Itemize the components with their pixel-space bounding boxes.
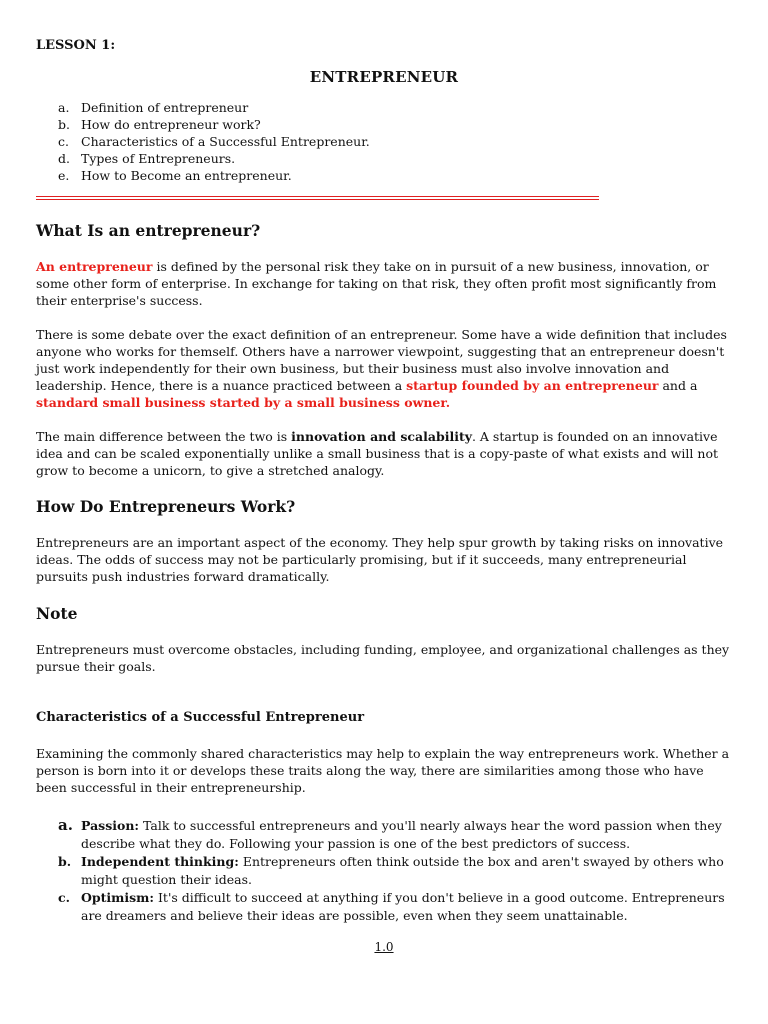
trait-text: Talk to successful entrepreneurs and you'll nearly always hear the word passion when they describe what they do. Following your passion is one of the best predictors of success. (81, 818, 722, 851)
section-heading-note: Note (36, 604, 78, 623)
toc-text: Types of Entrepreneurs. (81, 151, 236, 166)
paragraph-difference (36, 428, 732, 479)
toc-marker: d. (58, 151, 70, 166)
section-heading-what-is: What Is an entrepreneur? (36, 221, 261, 240)
list-item (58, 853, 734, 888)
toc-item (58, 167, 370, 184)
paragraph-economy: Entrepreneurs are an important aspect of the economy. They help spur growth by taking risks on innovative ideas. The odds of success may not be particularly promising, but if it succeeds, many entrepreneurial pursuits push industries forward dramatically. (36, 535, 724, 584)
toc-item (58, 99, 370, 116)
page-number: 1.0 (374, 940, 394, 954)
highlight-small-business: standard small business started by a small business owner. (36, 395, 451, 410)
traits-list (58, 817, 734, 925)
paragraph-text: and a (658, 378, 698, 393)
section-heading-how-work: How Do Entrepreneurs Work? (36, 497, 296, 516)
toc-item (58, 133, 370, 150)
toc-marker: b. (58, 117, 70, 132)
paragraph-text: . A startup is founded on an innovative idea and can be scaled exponentially unlike a small business that is a copy-paste of what exists and will not grow to become a unicorn, to give a stretched analogy. (36, 429, 718, 478)
toc-item (58, 150, 370, 167)
toc-item (58, 116, 370, 133)
highlight-term: An entrepreneur (36, 259, 153, 274)
paragraph-text: is defined by the personal risk they take on in pursuit of a new business, innovation, or some other form of enterprise. In exchange for taking on that risk, they often profit most significantly from their enterprise's success. (36, 259, 717, 308)
toc-marker: e. (58, 168, 70, 183)
list-marker: b. (58, 854, 72, 869)
trait-text: It's difficult to succeed at anything if you don't believe in a good outcome. Entrepreneurs are dreamers and believe their ideas are possible, even when they seem unattainable. (81, 890, 725, 923)
list-item (58, 889, 734, 924)
toc-text: Characteristics of a Successful Entrepreneur. (81, 134, 370, 149)
page-title: ENTREPRENEUR (309, 68, 459, 86)
toc-text: How to Become an entrepreneur. (81, 168, 292, 183)
paragraph-debate (36, 326, 732, 411)
highlight-startup: startup founded by an entrepreneur (406, 378, 659, 393)
list-item (58, 817, 734, 852)
paragraph-characteristics: Examining the commonly shared characteristics may help to explain the way entrepreneurs work. Whether a person is born into it or develops these traits along the way, there are similarities among those who have been successful in their entrepreneurship. (36, 746, 730, 795)
trait-term: Independent thinking: (81, 854, 239, 869)
paragraph-text: There is some debate over the exact definition of an entrepreneur. Some have a wide definition that includes anyone who works for themself. Others have a narrower viewpoint, suggesting that an entrepreneur doesn't just work independently for their own business, but their business must also involve innovation and leadership. Hence, there is a nuance practiced between a (36, 327, 727, 393)
bold-term: innovation and scalability (291, 429, 472, 444)
table-of-contents (58, 99, 370, 184)
trait-term: Passion: (81, 818, 140, 833)
toc-marker: a. (58, 100, 70, 115)
toc-text: How do entrepreneur work? (81, 117, 261, 132)
lesson-label: LESSON 1: (36, 38, 116, 53)
red-double-divider (36, 196, 599, 200)
trait-text: Entrepreneurs often think outside the box and aren't swayed by others who might question their ideas. (81, 854, 724, 887)
toc-marker: c. (58, 134, 69, 149)
paragraph-note: Entrepreneurs must overcome obstacles, including funding, employee, and organizational challenges as they pursue their goals. (36, 642, 730, 674)
trait-term: Optimism: (81, 890, 155, 905)
section-heading-characteristics: Characteristics of a Successful Entrepreneur (36, 710, 365, 725)
toc-text: Definition of entrepreneur (81, 100, 249, 115)
list-marker: c. (58, 890, 70, 905)
paragraph-text: The main difference between the two is (36, 429, 292, 444)
paragraph-definition (36, 258, 732, 309)
list-marker: a. (58, 816, 73, 834)
